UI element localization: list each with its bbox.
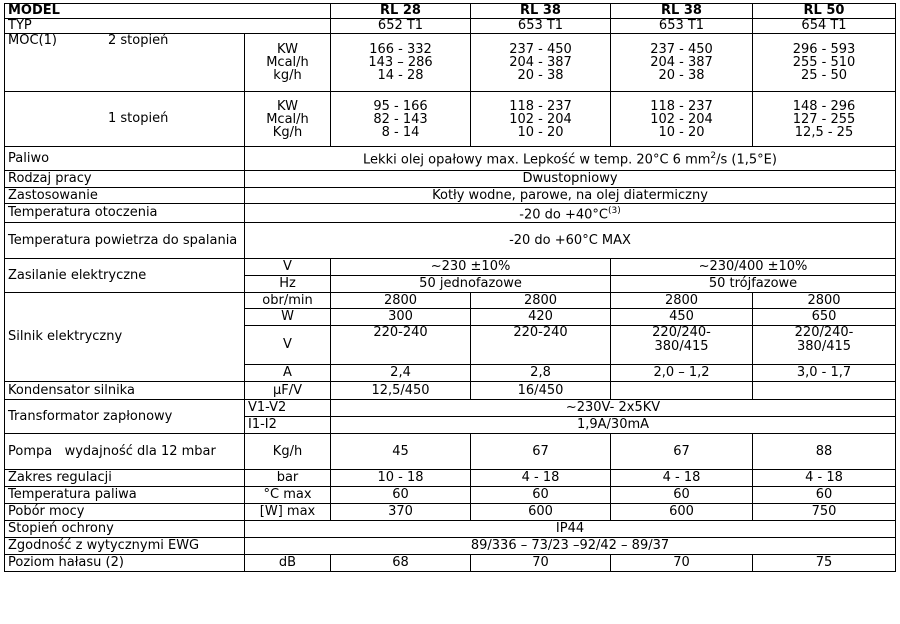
value: 204 - 387	[650, 55, 713, 70]
silnik-w-value: 650	[753, 309, 896, 326]
silnik-v-value: 220/240- 380/415	[611, 326, 753, 365]
moc-stage1-row	[5, 92, 896, 147]
pobor-value: 600	[611, 504, 753, 521]
transformator-v-row	[5, 400, 896, 417]
pompa-row	[5, 434, 896, 470]
stage1-label: 1 stopień	[108, 111, 169, 126]
temp-otoczenia-sup: (3)	[607, 206, 621, 216]
pobor-value: 600	[471, 504, 611, 521]
silnik-a-value: 2,8	[471, 365, 611, 382]
silnik-v-value: 220-240	[471, 326, 611, 365]
halas-value: 75	[753, 555, 896, 572]
moc-units	[245, 34, 331, 92]
value: 20 - 38	[517, 68, 564, 83]
kondensator-value: 12,5/450	[331, 382, 471, 400]
temp-otoczenia-label: Temperatura otoczenia	[5, 204, 245, 223]
value: 95 - 166	[373, 98, 428, 114]
model-row	[5, 4, 896, 19]
pompa-unit: Kg/h	[245, 434, 331, 470]
zasilanie-v-value: ~230 ±10%	[331, 259, 611, 276]
typ-cell: 653 T1	[611, 19, 753, 34]
temp-paliwa-label: Temperatura paliwa	[5, 487, 245, 504]
silnik-a-value: 2,0 – 1,2	[611, 365, 753, 382]
halas-unit: dB	[245, 555, 331, 572]
stopien-label: Stopień ochrony	[5, 521, 245, 538]
silnik-rpm-value: 2800	[471, 293, 611, 309]
kondensator-row	[5, 382, 896, 400]
moc-stage1-label	[5, 92, 245, 147]
kondensator-unit: µF/V	[245, 382, 331, 400]
value: 127 - 255	[792, 111, 856, 127]
value: 12,5 - 25	[794, 124, 854, 140]
temp-otoczenia-value	[245, 204, 896, 223]
value: 296 - 593	[792, 42, 856, 57]
zasilanie-hz-value: 50 trójfazowe	[611, 276, 896, 293]
pobor-label: Pobór mocy	[5, 504, 245, 521]
halas-value: 68	[331, 555, 471, 572]
value: 118 - 237	[509, 98, 572, 114]
typ-cell: 654 T1	[753, 19, 896, 34]
zastosowanie-row	[5, 188, 896, 204]
pobor-row	[5, 504, 896, 521]
unit: Kg/h	[272, 124, 303, 140]
halas-value: 70	[471, 555, 611, 572]
temp-paliwa-value: 60	[331, 487, 471, 504]
halas-value: 70	[611, 555, 753, 572]
silnik-v-value: 220/240- 380/415	[753, 326, 896, 365]
zasilanie-label: Zasilanie elektryczne	[5, 259, 245, 293]
transformator-i-value: 1,9A/30mA	[331, 417, 896, 434]
value: 166 - 332	[369, 42, 432, 57]
moc-values	[753, 92, 896, 147]
moc-values	[611, 34, 753, 92]
temp-paliwa-value: 60	[753, 487, 896, 504]
value: 14 - 28	[377, 68, 424, 83]
unit: kg/h	[273, 68, 302, 83]
paliwo-row	[5, 147, 896, 171]
value: 237 - 450	[509, 42, 572, 57]
unit: KW	[277, 98, 298, 114]
moc-values	[471, 34, 611, 92]
pompa-value: 67	[611, 434, 753, 470]
typ-row	[5, 19, 896, 34]
moc-values	[331, 92, 471, 147]
value: 102 - 204	[509, 111, 572, 127]
paliwo-value	[245, 147, 896, 171]
stopien-value: IP44	[245, 521, 896, 538]
pompa-value: 88	[753, 434, 896, 470]
zastosowanie-label: Zastosowanie	[5, 188, 245, 204]
zgodnosc-value: 89/336 – 73/23 –92/42 – 89/37	[245, 538, 896, 555]
zakres-value: 4 - 18	[471, 470, 611, 487]
zakres-unit: bar	[245, 470, 331, 487]
silnik-v-unit: V	[245, 326, 331, 365]
zakres-value: 4 - 18	[611, 470, 753, 487]
kondensator-value	[611, 382, 753, 400]
temp-paliwa-value: 60	[611, 487, 753, 504]
moc-label: MOC(1)	[8, 33, 57, 48]
silnik-label: Silnik elektryczny	[5, 293, 245, 382]
paliwo-sup: 2	[710, 151, 717, 162]
halas-row	[5, 555, 896, 572]
temp-otoczenia-text: -20 do +40°C	[519, 207, 608, 223]
moc-values	[471, 92, 611, 147]
paliwo-label: Paliwo	[5, 147, 245, 171]
kondensator-label: Kondensator silnika	[5, 382, 245, 400]
zgodnosc-label: Zgodność z wytycznymi EWG	[5, 538, 245, 555]
zastosowanie-value: Kotły wodne, parowe, na olej diatermiczny	[245, 188, 896, 204]
value: 10 - 20	[658, 124, 705, 140]
paliwo-text: Lekki olej opałowy max. Lepkość w temp. 20°C 6 mm	[363, 152, 711, 168]
moc-stage2-label	[5, 34, 245, 92]
silnik-w-value: 450	[611, 309, 753, 326]
moc-values	[331, 34, 471, 92]
silnik-a-value: 2,4	[331, 365, 471, 382]
stage2-label: 2 stopień	[108, 33, 169, 48]
silnik-w-unit: W	[245, 309, 331, 326]
moc-values	[753, 34, 896, 92]
silnik-a-unit: A	[245, 365, 331, 382]
temp-powietrza-label: Temperatura powietrza do spalania	[5, 223, 245, 259]
zakres-row	[5, 470, 896, 487]
zasilanie-hz-value: 50 jednofazowe	[331, 276, 611, 293]
temp-powietrza-value: -20 do +60°C MAX	[245, 223, 896, 259]
value: 204 - 387	[509, 55, 572, 70]
typ-label: TYP	[5, 19, 331, 34]
paliwo-text-end: /s (1,5°E)	[716, 152, 777, 168]
pobor-value: 370	[331, 504, 471, 521]
model-cell: RL 38	[611, 4, 753, 19]
value: 143 – 286	[368, 55, 433, 70]
stopien-row	[5, 521, 896, 538]
temp-powietrza-row	[5, 223, 896, 259]
silnik-rpm-value: 2800	[331, 293, 471, 309]
value: 118 - 237	[650, 98, 713, 114]
pobor-unit: [W] max	[245, 504, 331, 521]
value: 10 - 20	[517, 124, 564, 140]
unit: Mcal/h	[266, 55, 309, 70]
pompa-value: 67	[471, 434, 611, 470]
unit: KW	[277, 42, 298, 57]
pobor-value: 750	[753, 504, 896, 521]
model-label: MODEL	[5, 4, 331, 19]
silnik-rpm-unit: obr/min	[245, 293, 331, 309]
typ-cell: 653 T1	[471, 19, 611, 34]
rodzaj-value: Dwustopniowy	[245, 171, 896, 188]
transformator-v-unit: V1-V2	[245, 400, 331, 417]
silnik-rpm-value: 2800	[753, 293, 896, 309]
transformator-label: Transformator zapłonowy	[5, 400, 245, 434]
temp-paliwa-value: 60	[471, 487, 611, 504]
kondensator-value	[753, 382, 896, 400]
spec-table	[4, 3, 896, 572]
halas-label: Poziom hałasu (2)	[5, 555, 245, 572]
zasilanie-v-row	[5, 259, 896, 276]
temp-paliwa-unit: °C max	[245, 487, 331, 504]
rodzaj-row	[5, 171, 896, 188]
zakres-label: Zakres regulacji	[5, 470, 245, 487]
unit: Mcal/h	[266, 111, 309, 127]
temp-otoczenia-row	[5, 204, 896, 223]
model-cell: RL 50	[753, 4, 896, 19]
kondensator-value: 16/450	[471, 382, 611, 400]
model-cell: RL 28	[331, 4, 471, 19]
value: 20 - 38	[658, 68, 705, 83]
value: 102 - 204	[650, 111, 713, 127]
moc-units	[245, 92, 331, 147]
temp-paliwa-row	[5, 487, 896, 504]
zasilanie-v-unit: V	[245, 259, 331, 276]
value: 237 - 450	[650, 42, 713, 57]
zakres-value: 10 - 18	[331, 470, 471, 487]
value: 148 - 296	[792, 98, 856, 114]
transformator-i-unit: I1-I2	[245, 417, 331, 434]
typ-cell: 652 T1	[331, 19, 471, 34]
zasilanie-v-value: ~230/400 ±10%	[611, 259, 896, 276]
silnik-w-value: 300	[331, 309, 471, 326]
model-cell: RL 38	[471, 4, 611, 19]
pompa-value: 45	[331, 434, 471, 470]
silnik-a-value: 3,0 - 1,7	[753, 365, 896, 382]
moc-stage2-row	[5, 34, 896, 92]
value: 8 - 14	[381, 124, 420, 140]
silnik-rpm-row	[5, 293, 896, 309]
silnik-rpm-value: 2800	[611, 293, 753, 309]
silnik-v-value: 220-240	[331, 326, 471, 365]
zakres-value: 4 - 18	[753, 470, 896, 487]
zgodnosc-row	[5, 538, 896, 555]
transformator-v-value: ~230V- 2x5KV	[331, 400, 896, 417]
rodzaj-label: Rodzaj pracy	[5, 171, 245, 188]
zasilanie-hz-unit: Hz	[245, 276, 331, 293]
pompa-label: Pompa wydajność dla 12 mbar	[5, 434, 245, 470]
value: 255 - 510	[792, 55, 856, 70]
value: 82 - 143	[373, 111, 428, 127]
moc-values	[611, 92, 753, 147]
silnik-w-value: 420	[471, 309, 611, 326]
value: 25 - 50	[800, 68, 848, 83]
